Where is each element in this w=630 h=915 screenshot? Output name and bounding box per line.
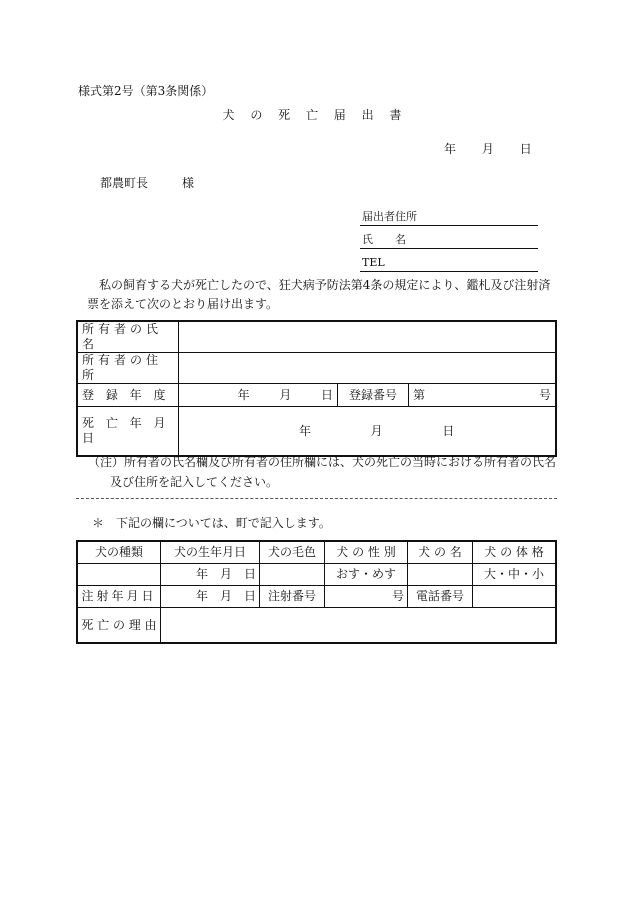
table-row: [77, 541, 556, 564]
owner-name-label: 所有者の氏名: [77, 321, 179, 353]
note-prefix: （注）: [88, 455, 125, 469]
coat-color-field[interactable]: [260, 564, 325, 586]
table-row: [77, 321, 556, 353]
registration-number-field[interactable]: [409, 384, 557, 407]
office-use-note: ＊ 下記の欄については、町で記入します。: [92, 516, 331, 530]
phone-field[interactable]: [473, 586, 557, 608]
injection-date-field[interactable]: 年 月 日: [161, 586, 260, 608]
death-day: 日: [442, 423, 455, 438]
notifier-name-label: 氏 名: [362, 233, 406, 247]
death-year: 年: [299, 423, 312, 438]
cut-line-divider: [76, 498, 557, 499]
table-row: [77, 608, 556, 644]
notifier-address-field[interactable]: [360, 208, 538, 226]
birthdate-field[interactable]: 年 月 日: [161, 564, 260, 586]
note-line2: 及び住所を記入してください。: [110, 475, 279, 489]
reg-number-go: 号: [538, 387, 551, 402]
death-date-label: 死 亡 年 月 日: [77, 407, 179, 457]
reg-day: 日: [320, 387, 333, 402]
breed-field[interactable]: [77, 564, 161, 586]
form-number: 様式第2号（第3条関係）: [78, 84, 214, 98]
owner-address-field[interactable]: [179, 353, 557, 384]
death-month: 月: [370, 423, 383, 438]
reg-month: 月: [279, 387, 292, 402]
notifier-address-label: 届出者住所: [362, 210, 417, 224]
death-reason-field[interactable]: [161, 608, 557, 644]
owner-address-label: 所有者の住所: [77, 353, 179, 384]
note: [88, 452, 558, 492]
body-text: 私の飼育する犬が死亡したので、狂犬病予防法第4条の規定により、鑑札及び注射済票を添えて次のとおり届け出ます。: [87, 278, 551, 311]
dog-name-field[interactable]: [408, 564, 473, 586]
date-day: 日: [519, 142, 532, 156]
owner-info-table: [76, 320, 557, 457]
owner-name-field[interactable]: [179, 321, 557, 353]
phone-label: 電話番号: [408, 586, 473, 608]
sex-field[interactable]: おす・めす: [325, 564, 408, 586]
registration-year-label: 登 録 年 度: [77, 384, 179, 407]
reg-number-dai: 第: [413, 387, 426, 402]
registration-date-field[interactable]: [179, 384, 338, 407]
notifier-tel-label: TEL: [362, 256, 385, 270]
injection-number-field[interactable]: 号: [325, 586, 408, 608]
note-line1: 所有者の氏名欄及び所有者の住所欄には、犬の死亡の当時における所有者の氏名: [124, 455, 557, 469]
table-row: [77, 384, 556, 407]
table-row: [77, 407, 556, 457]
death-date-field[interactable]: [179, 407, 557, 457]
injection-date-label: 注射年月日: [77, 586, 161, 608]
date-month: 月: [481, 142, 494, 156]
submission-date: [444, 142, 554, 157]
notifier-block: [360, 208, 538, 277]
reg-year: 年: [237, 387, 250, 402]
dog-info-table: [76, 540, 557, 644]
registration-number-label: 登録番号: [338, 384, 409, 407]
addressee-name: 都農町長: [100, 176, 149, 190]
table-row: [77, 586, 556, 608]
addressee: [100, 176, 194, 191]
table-row: [77, 564, 556, 586]
document-title: 犬 の 死 亡 届 出 書: [222, 108, 408, 122]
header-sex: 犬 の 性 別: [325, 541, 408, 564]
death-reason-label: 死 亡 の 理 由: [77, 608, 161, 644]
addressee-honorific: 様: [182, 176, 195, 190]
header-breed: 犬の種類: [77, 541, 161, 564]
date-year: 年: [444, 142, 457, 156]
table-row: [77, 353, 556, 384]
size-field[interactable]: 大・中・小: [473, 564, 557, 586]
notifier-tel-field[interactable]: [360, 254, 538, 272]
header-size: 犬 の 体 格: [473, 541, 557, 564]
notifier-name-field[interactable]: [360, 231, 538, 249]
injection-number-label: 注射番号: [260, 586, 325, 608]
header-coat-color: 犬の毛色: [260, 541, 325, 564]
header-birthdate: 犬の生年月日: [161, 541, 260, 564]
header-dog-name: 犬 の 名: [408, 541, 473, 564]
